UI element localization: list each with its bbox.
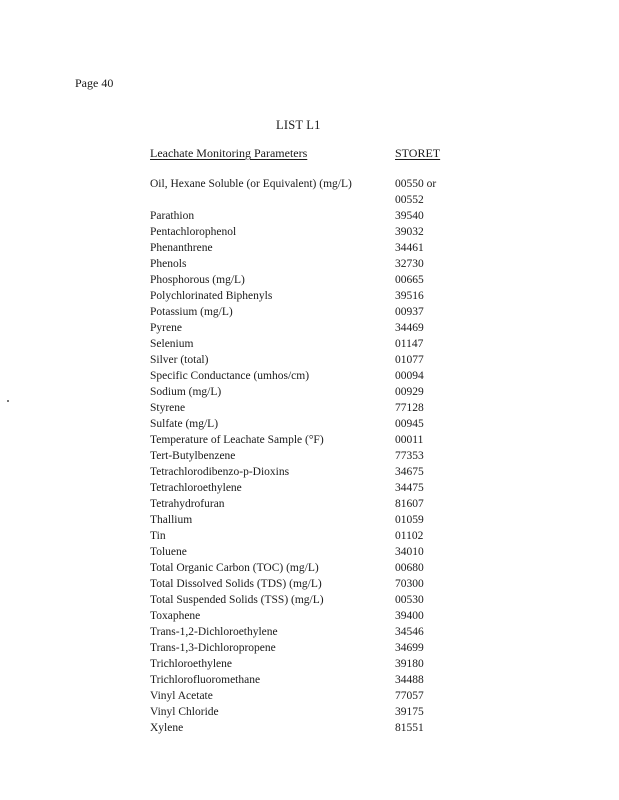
parameter-name: Sulfate (mg/L) bbox=[150, 418, 219, 430]
storet-code bbox=[395, 304, 460, 320]
parameter-name: Pentachlorophenol bbox=[150, 226, 237, 238]
parameter-name: Trans-1,3-Dichloropropene bbox=[150, 642, 276, 654]
storet-code-value: 01102 bbox=[395, 530, 424, 542]
parameter-name: Tin bbox=[150, 530, 166, 542]
storet-code bbox=[395, 208, 460, 224]
table-row bbox=[150, 560, 460, 576]
parameter-name: Trichlorofluoromethane bbox=[150, 674, 261, 686]
storet-code bbox=[395, 672, 460, 688]
storet-code bbox=[395, 448, 460, 464]
storet-code-value: 00945 bbox=[395, 418, 424, 430]
parameter-name: Temperature of Leachate Sample (°F) bbox=[150, 434, 324, 446]
table-row bbox=[150, 416, 460, 432]
table-row bbox=[150, 448, 460, 464]
storet-code-alt-value: 00552 bbox=[395, 194, 424, 206]
table-row bbox=[150, 544, 460, 560]
parameter-name: Toluene bbox=[150, 546, 187, 558]
parameter-name: Toxaphene bbox=[150, 610, 201, 622]
storet-code bbox=[395, 656, 460, 672]
parameter-name: Phenanthrene bbox=[150, 242, 213, 254]
storet-code-value: 70300 bbox=[395, 578, 424, 590]
table-row bbox=[150, 176, 460, 208]
parameter-name: Tert-Butylbenzene bbox=[150, 450, 236, 462]
parameter-name: Styrene bbox=[150, 402, 186, 414]
storet-code-value: 34475 bbox=[395, 482, 424, 494]
storet-code bbox=[395, 528, 460, 544]
storet-code bbox=[395, 432, 460, 448]
table-row bbox=[150, 528, 460, 544]
table-row bbox=[150, 272, 460, 288]
table-row bbox=[150, 496, 460, 512]
storet-code bbox=[395, 256, 460, 272]
storet-code bbox=[395, 272, 460, 288]
storet-code bbox=[395, 704, 460, 720]
parameter-name: Total Suspended Solids (TSS) (mg/L) bbox=[150, 594, 324, 606]
parameter-name: Trichloroethylene bbox=[150, 658, 232, 670]
storet-code-value: 39516 bbox=[395, 290, 424, 302]
storet-code-value: 34488 bbox=[395, 674, 424, 686]
table-row bbox=[150, 368, 460, 384]
table-row bbox=[150, 704, 460, 720]
storet-code-value: 39400 bbox=[395, 610, 424, 622]
storet-code bbox=[395, 608, 460, 624]
parameter-name: Thallium bbox=[150, 514, 193, 526]
parameter-name: Xylene bbox=[150, 722, 184, 734]
parameter-name: Total Dissolved Solids (TDS) (mg/L) bbox=[150, 578, 322, 590]
parameter-name: Pyrene bbox=[150, 322, 182, 334]
storet-code bbox=[395, 560, 460, 576]
storet-code bbox=[395, 416, 460, 432]
table-row bbox=[150, 224, 460, 240]
storet-code-value: 00094 bbox=[395, 370, 424, 382]
storet-code bbox=[395, 336, 460, 352]
storet-code-value: 81551 bbox=[395, 722, 424, 734]
table-row bbox=[150, 256, 460, 272]
storet-code-value: 39180 bbox=[395, 658, 424, 670]
storet-column-header: STORET bbox=[395, 146, 441, 160]
parameter-table-body bbox=[150, 176, 460, 736]
table-row bbox=[150, 512, 460, 528]
table-row bbox=[150, 688, 460, 704]
parameter-name: Phenols bbox=[150, 258, 187, 270]
parameter-name: Potassium (mg/L) bbox=[150, 306, 233, 318]
storet-code bbox=[395, 624, 460, 640]
storet-code bbox=[395, 240, 460, 256]
storet-code-value: 77353 bbox=[395, 450, 424, 462]
storet-code bbox=[395, 480, 460, 496]
storet-code bbox=[395, 640, 460, 656]
storet-code-value: 39032 bbox=[395, 226, 424, 238]
table-row bbox=[150, 336, 460, 352]
storet-code bbox=[395, 496, 460, 512]
storet-code-value: 00550 or bbox=[395, 178, 437, 190]
table-row bbox=[150, 320, 460, 336]
parameter-name: Tetrahydrofuran bbox=[150, 498, 225, 510]
storet-code bbox=[395, 368, 460, 384]
list-title: LIST L1 bbox=[276, 118, 321, 132]
storet-code-value: 01147 bbox=[395, 338, 424, 350]
parameter-name: Phosphorous (mg/L) bbox=[150, 274, 245, 286]
table-row bbox=[150, 240, 460, 256]
storet-code-value: 32730 bbox=[395, 258, 424, 270]
storet-code-value: 01059 bbox=[395, 514, 424, 526]
parameter-name: Oil, Hexane Soluble (or Equivalent) (mg/L) bbox=[150, 178, 352, 190]
table-row bbox=[150, 720, 460, 736]
storet-code bbox=[395, 288, 460, 304]
table-row bbox=[150, 352, 460, 368]
table-row bbox=[150, 672, 460, 688]
storet-code-value: 00530 bbox=[395, 594, 424, 606]
storet-code-value: 39540 bbox=[395, 210, 424, 222]
table-row bbox=[150, 592, 460, 608]
parameter-name: Total Organic Carbon (TOC) (mg/L) bbox=[150, 562, 319, 574]
storet-code bbox=[395, 352, 460, 368]
storet-code bbox=[395, 720, 460, 736]
storet-code-value: 34010 bbox=[395, 546, 424, 558]
storet-code-value: 00665 bbox=[395, 274, 424, 286]
storet-code bbox=[395, 224, 460, 240]
storet-code-value: 00011 bbox=[395, 434, 424, 446]
parameter-name: Tetrachlorodibenzo-p-Dioxins bbox=[150, 466, 290, 478]
table-row bbox=[150, 384, 460, 400]
storet-code bbox=[395, 176, 460, 208]
storet-code bbox=[395, 592, 460, 608]
storet-code bbox=[395, 320, 460, 336]
storet-code bbox=[395, 400, 460, 416]
table-row bbox=[150, 208, 460, 224]
storet-code-value: 34461 bbox=[395, 242, 424, 254]
parameter-name: Silver (total) bbox=[150, 354, 209, 366]
storet-code-value: 00937 bbox=[395, 306, 424, 318]
storet-code-value: 34546 bbox=[395, 626, 424, 638]
storet-code bbox=[395, 688, 460, 704]
table-row bbox=[150, 624, 460, 640]
table-row bbox=[150, 400, 460, 416]
storet-code bbox=[395, 384, 460, 400]
parameter-name: Vinyl Acetate bbox=[150, 690, 213, 702]
storet-code bbox=[395, 464, 460, 480]
storet-code-value: 00929 bbox=[395, 386, 424, 398]
parameter-table bbox=[150, 176, 460, 736]
parameter-name: Trans-1,2-Dichloroethylene bbox=[150, 626, 278, 638]
storet-code bbox=[395, 512, 460, 528]
parameter-column-header: Leachate Monitoring Parameters bbox=[150, 146, 308, 160]
parameter-name: Selenium bbox=[150, 338, 194, 350]
storet-code-value: 77057 bbox=[395, 690, 424, 702]
table-row bbox=[150, 432, 460, 448]
table-row bbox=[150, 480, 460, 496]
parameter-name: Specific Conductance (umhos/cm) bbox=[150, 370, 310, 382]
parameter-name: Parathion bbox=[150, 210, 195, 222]
storet-code-value: 01077 bbox=[395, 354, 424, 366]
table-row bbox=[150, 464, 460, 480]
storet-code-value: 39175 bbox=[395, 706, 424, 718]
storet-code-value: 00680 bbox=[395, 562, 424, 574]
table-row bbox=[150, 288, 460, 304]
table-row bbox=[150, 608, 460, 624]
parameter-name: Vinyl Chloride bbox=[150, 706, 219, 718]
storet-code bbox=[395, 544, 460, 560]
parameter-name: Sodium (mg/L) bbox=[150, 386, 222, 398]
page-number: Page 40 bbox=[75, 76, 114, 90]
storet-code-value: 34675 bbox=[395, 466, 424, 478]
parameter-name: Tetrachloroethylene bbox=[150, 482, 242, 494]
table-row bbox=[150, 640, 460, 656]
table-row bbox=[150, 576, 460, 592]
storet-code-value: 77128 bbox=[395, 402, 424, 414]
table-row bbox=[150, 656, 460, 672]
storet-code-value: 34699 bbox=[395, 642, 424, 654]
storet-code bbox=[395, 576, 460, 592]
table-row bbox=[150, 304, 460, 320]
storet-code-value: 81607 bbox=[395, 498, 424, 510]
parameter-name: Polychlorinated Biphenyls bbox=[150, 290, 273, 302]
storet-code-value: 34469 bbox=[395, 322, 424, 334]
scan-speck bbox=[7, 400, 9, 402]
